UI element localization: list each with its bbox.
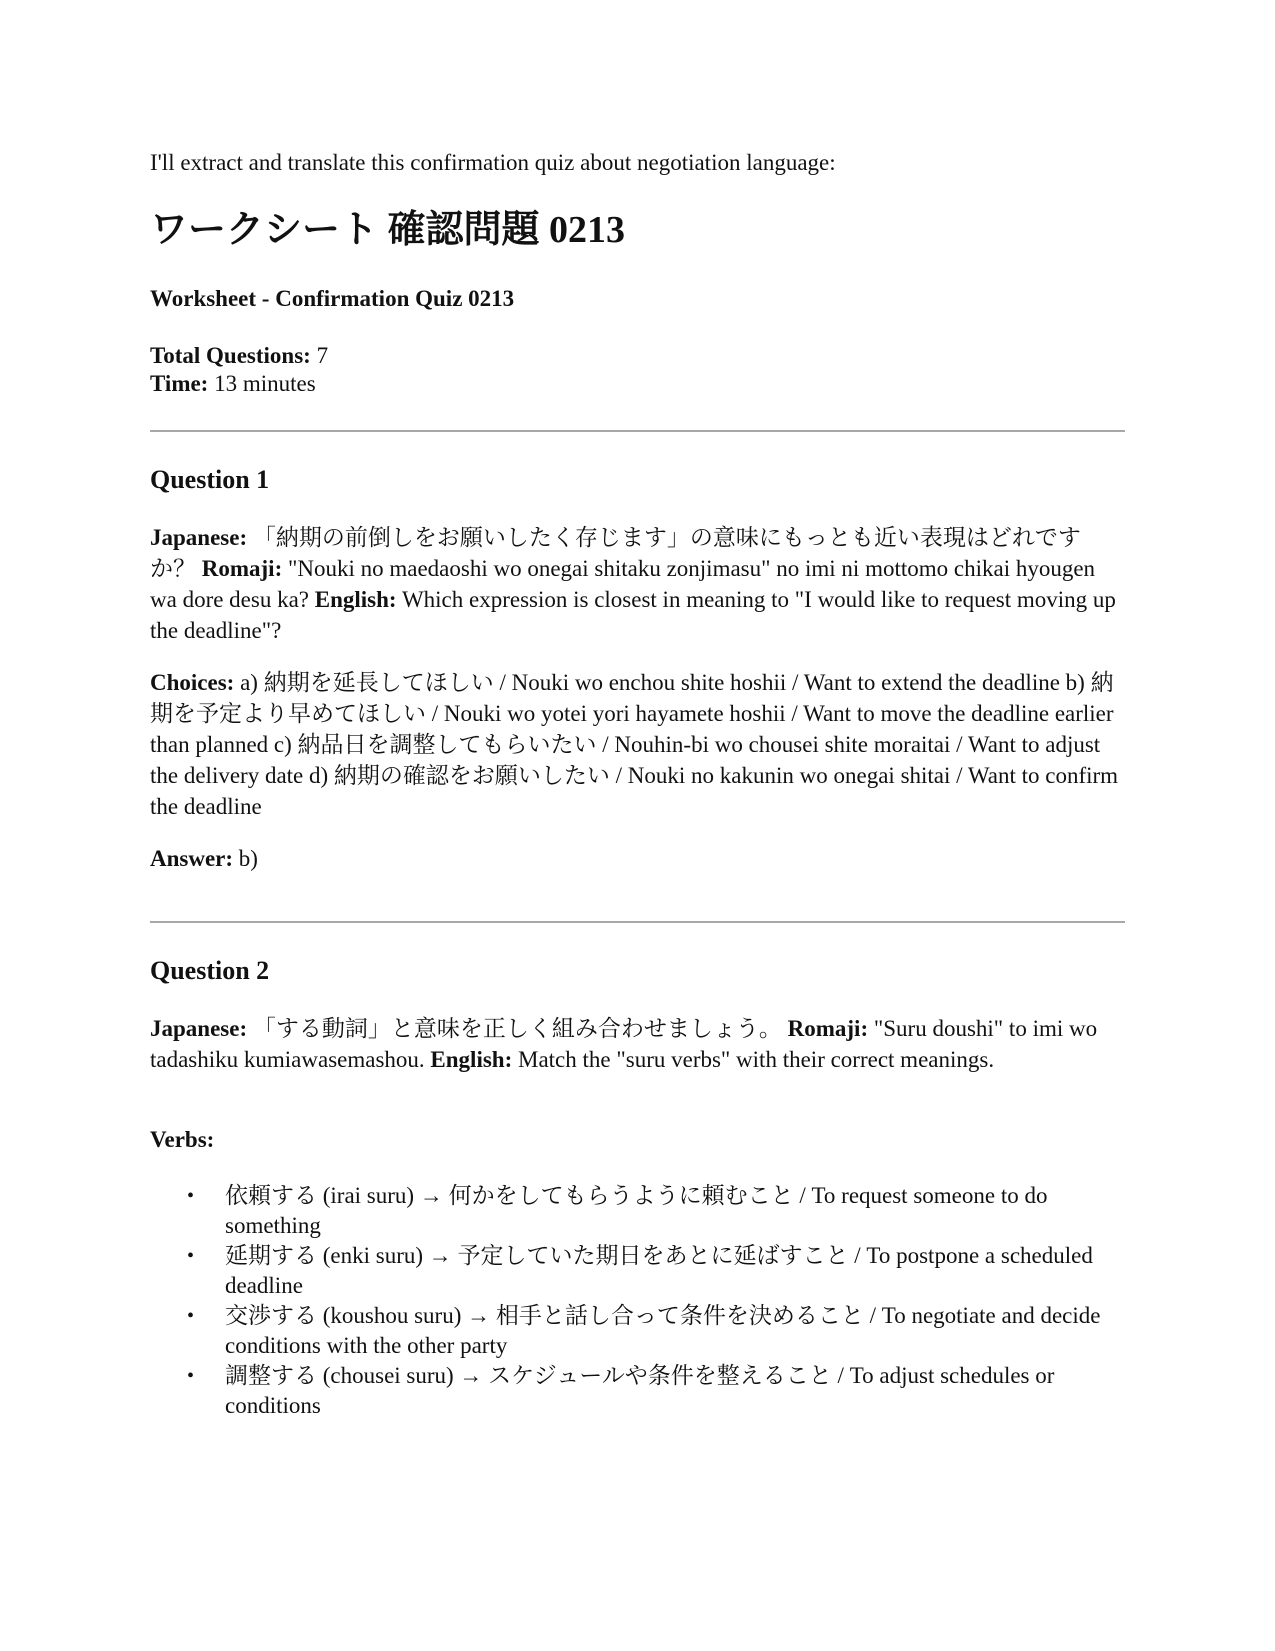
question-1-heading: Question 1 <box>150 465 270 494</box>
total-questions-label: Total Questions: <box>150 343 311 368</box>
verb-text: 延期する (enki suru) → 予定していた期日をあとに延ばすこと / To postpone a scheduled deadline <box>225 1243 1093 1298</box>
verb-text: 調整する (chousei suru) → スケジュールや条件を整えること / To adjust schedules or conditions <box>225 1363 1055 1418</box>
list-item <box>150 1181 1125 1241</box>
page-title: ワークシート 確認問題 0213 <box>150 209 626 251</box>
total-questions-value: 7 <box>316 343 329 368</box>
question-2-prompt <box>150 1013 1125 1075</box>
question-1-answer <box>150 843 1125 874</box>
verbs-list <box>150 1181 1125 1421</box>
question-1-prompt <box>150 522 1125 646</box>
choices-label: Choices: <box>150 670 235 695</box>
question-1-choices <box>150 667 1125 822</box>
bullet-icon: • <box>187 1185 195 1207</box>
answer-value: b) <box>238 846 258 871</box>
bullet-icon: • <box>187 1365 195 1387</box>
verb-text: 交渉する (koushou suru) → 相手と話し合って条件を決めること / To negotiate and decide conditions with the other party <box>225 1303 1101 1358</box>
english-label: English: <box>430 1047 513 1072</box>
choices-text: a) 納期を延長してほしい / Nouki wo enchou shite hoshii / Want to extend the deadline b) 納期を予定より早めてほしい / Nouki wo yotei yori hayamete hoshii / Want to move the deadline earlier than planned c) 納品日を調整してもらいたい / Nouhin-bi wo chousei shite moraitai / Want to adjust the delivery date d) 納期の確認をお願いしたい / Nouki no kakunin wo onegai shitai / Want to confirm the deadline <box>150 670 1119 819</box>
question-2-heading: Question 2 <box>150 956 270 985</box>
page-subtitle: Worksheet - Confirmation Quiz 0213 <box>150 286 515 311</box>
verb-text: 依頼する (irai suru) → 何かをしてもらうように頼むこと / To request someone to do something <box>225 1183 1048 1238</box>
bullet-icon: • <box>187 1305 195 1327</box>
intro-text: I'll extract and translate this confirmation quiz about negotiation language: <box>150 150 836 175</box>
time-value: 13 minutes <box>214 371 316 396</box>
english-label: English: <box>314 587 397 612</box>
bullet-icon: • <box>187 1245 195 1267</box>
time-label: Time: <box>150 371 209 396</box>
list-item <box>150 1241 1125 1301</box>
japanese-label: Japanese: <box>150 525 248 550</box>
japanese-text: 「する動詞」と意味を正しく組み合わせましょう。 <box>252 1016 782 1041</box>
japanese-label: Japanese: <box>150 1016 248 1041</box>
romaji-label: Romaji: <box>201 556 283 581</box>
japanese-text: 「納期の前倒しをお願いしたく存じます」の意味にもっとも近い表現はどれですか？ <box>150 525 1081 581</box>
romaji-text: "Suru doushi" to imi wo tadashiku kumiawasemashou. <box>150 1016 1098 1072</box>
english-text: Which expression is closest in meaning to "I would like to request moving up the deadline"? <box>150 587 1116 643</box>
quiz-meta <box>150 342 328 398</box>
english-text: Match the "suru verbs" with their correct meanings. <box>518 1047 995 1072</box>
answer-label: Answer: <box>150 846 234 871</box>
verbs-heading: Verbs: <box>150 1127 215 1152</box>
list-item <box>150 1301 1125 1361</box>
list-item <box>150 1361 1125 1421</box>
section-divider <box>150 921 1125 923</box>
section-divider <box>150 430 1125 432</box>
romaji-text: "Nouki no maedaoshi wo onegai shitaku zonjimasu" no imi ni mottomo chikai hyougen wa dore desu ka? <box>150 556 1096 612</box>
romaji-label: Romaji: <box>787 1016 869 1041</box>
